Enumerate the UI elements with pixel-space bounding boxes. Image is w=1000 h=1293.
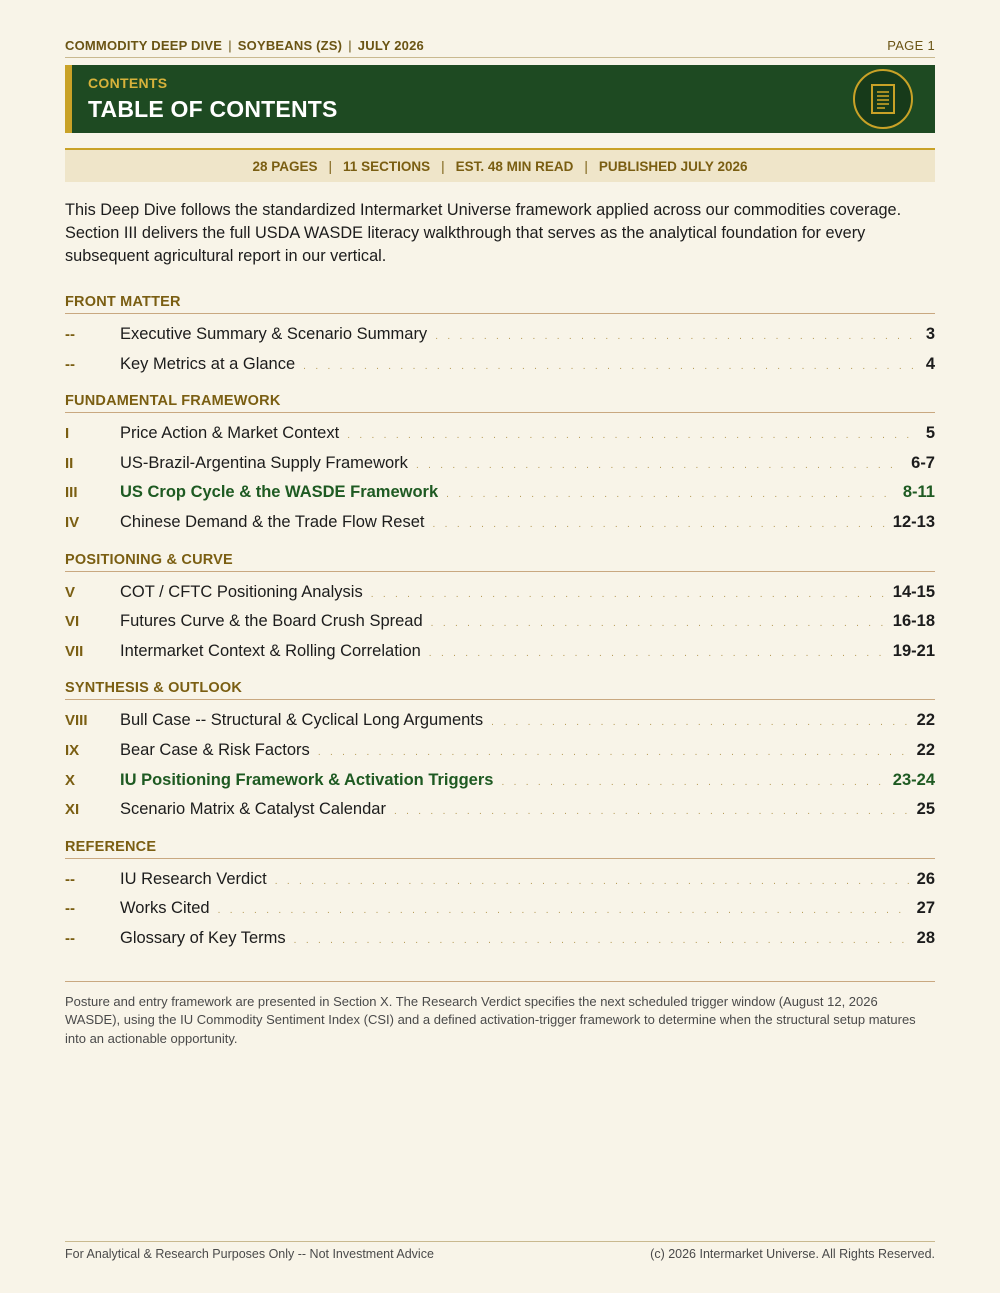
footnote-divider <box>65 981 935 982</box>
stat-pages: 28 PAGES <box>252 158 318 174</box>
toc-entry-page: 5 <box>925 424 935 443</box>
toc-group <box>65 548 935 667</box>
toc-entry-page: 14-15 <box>892 582 935 601</box>
toc-entries <box>65 314 935 379</box>
toc-entry-number: -- <box>65 355 75 373</box>
intro-paragraph: This Deep Dive follows the standardized Intermarket Universe framework applied across our commodities coverage. Section III delivers the full USDA WASDE literacy walkthrough that serves as the analytical foundation for every subsequent agricultural report in our vertical. <box>65 201 902 265</box>
toc-entry[interactable] <box>65 736 935 766</box>
toc-entry-number: VIII <box>65 712 88 730</box>
toc-entry-number: I <box>65 425 70 443</box>
toc-entry-number: IX <box>65 741 80 759</box>
toc-entry-title: Executive Summary & Scenario Summary <box>120 325 428 343</box>
dot-leader <box>371 580 885 610</box>
toc-section-heading: SYNTHESIS & OUTLOOK <box>65 676 935 700</box>
toc-entry-title: Key Metrics at a Glance <box>120 354 296 373</box>
toc-group <box>65 290 935 379</box>
toc-entries <box>65 572 935 667</box>
header-series: COMMODITY DEEP DIVE <box>65 38 223 53</box>
stat-sections: 11 SECTIONS <box>343 158 431 174</box>
toc-entry-number: V <box>65 583 76 601</box>
running-header <box>65 38 935 58</box>
toc-entry-page: 4 <box>925 354 935 373</box>
toc-entry[interactable] <box>65 478 935 508</box>
dot-leader <box>303 352 918 382</box>
dot-leader <box>491 708 908 738</box>
toc-entry-number: III <box>65 484 78 502</box>
toc-entry-number: X <box>65 771 76 789</box>
dot-leader <box>431 609 885 639</box>
header-separator: | <box>228 38 232 53</box>
toc-section-heading: REFERENCE <box>65 835 935 859</box>
toc-entry-page: 22 <box>916 740 935 759</box>
toc-entry[interactable] <box>65 924 935 954</box>
toc-entry-title: COT / CFTC Positioning Analysis <box>120 582 363 601</box>
footer-copyright: (c) 2026 Intermarket Universe. All Rights Reserved. <box>650 1247 935 1261</box>
toc-entry[interactable] <box>65 706 935 736</box>
toc-entry[interactable] <box>65 766 935 796</box>
toc-entry-title: Intermarket Context & Rolling Correlation <box>120 641 421 660</box>
toc-entry-title: IU Research Verdict <box>120 869 267 888</box>
toc-entries <box>65 859 935 954</box>
toc-entry-number: -- <box>65 326 75 343</box>
dot-leader <box>416 451 903 481</box>
stat-separator: | <box>441 158 445 174</box>
toc-entry-page: 27 <box>916 899 935 918</box>
toc-entry-page: 12-13 <box>892 512 935 531</box>
toc-entry-title: US Crop Cycle & the WASDE Framework <box>120 483 439 502</box>
page-number: PAGE 1 <box>887 38 935 53</box>
toc-group <box>65 835 935 954</box>
footer-disclaimer: For Analytical & Research Purposes Only -- Not Investment Advice <box>65 1247 434 1261</box>
toc-entry[interactable] <box>65 795 935 825</box>
stat-published: PUBLISHED JULY 2026 <box>598 158 748 174</box>
header-separator: | <box>348 38 352 53</box>
toc-entry[interactable] <box>65 508 935 538</box>
toc-entries <box>65 700 935 824</box>
toc-entry-number: II <box>65 454 74 472</box>
toc-entry-title: Chinese Demand & the Trade Flow Reset <box>120 512 425 531</box>
toc-entry-page: 25 <box>916 800 935 819</box>
stat-read-time: EST. 48 MIN READ <box>455 158 574 174</box>
toc-group <box>65 389 935 537</box>
banner-kicker: CONTENTS <box>88 75 168 91</box>
page-title: TABLE OF CONTENTS <box>88 96 338 122</box>
toc-entry-title: Scenario Matrix & Catalyst Calendar <box>120 800 386 819</box>
toc-section-heading: FUNDAMENTAL FRAMEWORK <box>65 389 935 413</box>
toc-section-heading: POSITIONING & CURVE <box>65 548 935 572</box>
toc-entry-page: 8-11 <box>902 483 935 502</box>
toc-entry-page: 22 <box>916 711 935 730</box>
dot-leader <box>501 768 884 798</box>
dot-leader <box>435 322 918 352</box>
dot-leader <box>347 421 918 451</box>
toc-entry-number: -- <box>65 870 75 888</box>
stat-separator: | <box>328 158 333 174</box>
dot-leader <box>433 510 885 540</box>
dot-leader <box>429 639 885 669</box>
page-footer <box>65 1241 935 1261</box>
toc-entry-page: 23-24 <box>892 770 935 789</box>
toc-entry-number: XI <box>65 801 80 819</box>
toc-entry-number: IV <box>65 513 80 531</box>
dot-leader <box>294 926 909 956</box>
toc-entry-page: 19-21 <box>892 641 935 660</box>
document-stats-bar <box>65 148 935 182</box>
toc-entry[interactable] <box>65 894 935 924</box>
header-breadcrumb <box>65 38 424 53</box>
dot-leader <box>394 797 909 827</box>
toc-entry-number: -- <box>65 900 75 918</box>
toc-entry[interactable] <box>65 865 935 895</box>
header-date: JULY 2026 <box>357 38 424 53</box>
dot-leader <box>218 896 909 926</box>
table-of-contents <box>65 290 935 964</box>
stat-separator: | <box>584 158 588 174</box>
document-icon <box>853 69 913 129</box>
toc-entry[interactable] <box>65 320 935 350</box>
toc-entry-title: Bull Case -- Structural & Cyclical Long Arguments <box>120 711 484 730</box>
toc-group <box>65 676 935 824</box>
header-commodity: SOYBEANS (ZS) <box>237 38 343 53</box>
toc-entry-page: 26 <box>916 869 935 888</box>
toc-entry-title: Price Action & Market Context <box>120 424 340 443</box>
toc-entry-page: 6-7 <box>911 453 935 472</box>
toc-entry-title: Works Cited <box>120 899 210 918</box>
toc-entry-title: Futures Curve & the Board Crush Spread <box>120 612 423 631</box>
toc-entry-title: IU Positioning Framework & Activation Triggers <box>120 770 494 789</box>
toc-entry-title: Bear Case & Risk Factors <box>120 740 310 759</box>
toc-entry[interactable] <box>65 419 935 449</box>
toc-entry-page: 16-18 <box>892 612 935 631</box>
toc-entry-title: Glossary of Key Terms <box>120 928 286 947</box>
toc-entry-number: VII <box>65 642 84 660</box>
toc-entry-page: 28 <box>916 928 935 947</box>
footnote: Posture and entry framework are presented in Section X. The Research Verdict specifies the next scheduled trigger window (August 12, 2026 WASDE), using the IU Commodity Sentiment Index (CSI) and a defined activation-trigger framework to determine when the structural setup matures into an actionable opportunity. <box>65 994 916 1046</box>
dot-leader <box>318 738 909 768</box>
toc-entry[interactable] <box>65 578 935 608</box>
dot-leader <box>275 867 909 897</box>
toc-entries <box>65 413 935 537</box>
toc-entry[interactable] <box>65 637 935 667</box>
title-banner <box>65 65 935 133</box>
toc-entry-title: US-Brazil-Argentina Supply Framework <box>120 453 408 472</box>
toc-entry-number: VI <box>65 613 80 631</box>
toc-entry[interactable] <box>65 449 935 479</box>
toc-entry-page: 3 <box>925 325 935 343</box>
toc-entry[interactable] <box>65 350 935 380</box>
toc-section-heading: FRONT MATTER <box>65 290 935 314</box>
dot-leader <box>446 480 895 510</box>
toc-entry-number: -- <box>65 929 75 947</box>
toc-entry[interactable] <box>65 607 935 637</box>
